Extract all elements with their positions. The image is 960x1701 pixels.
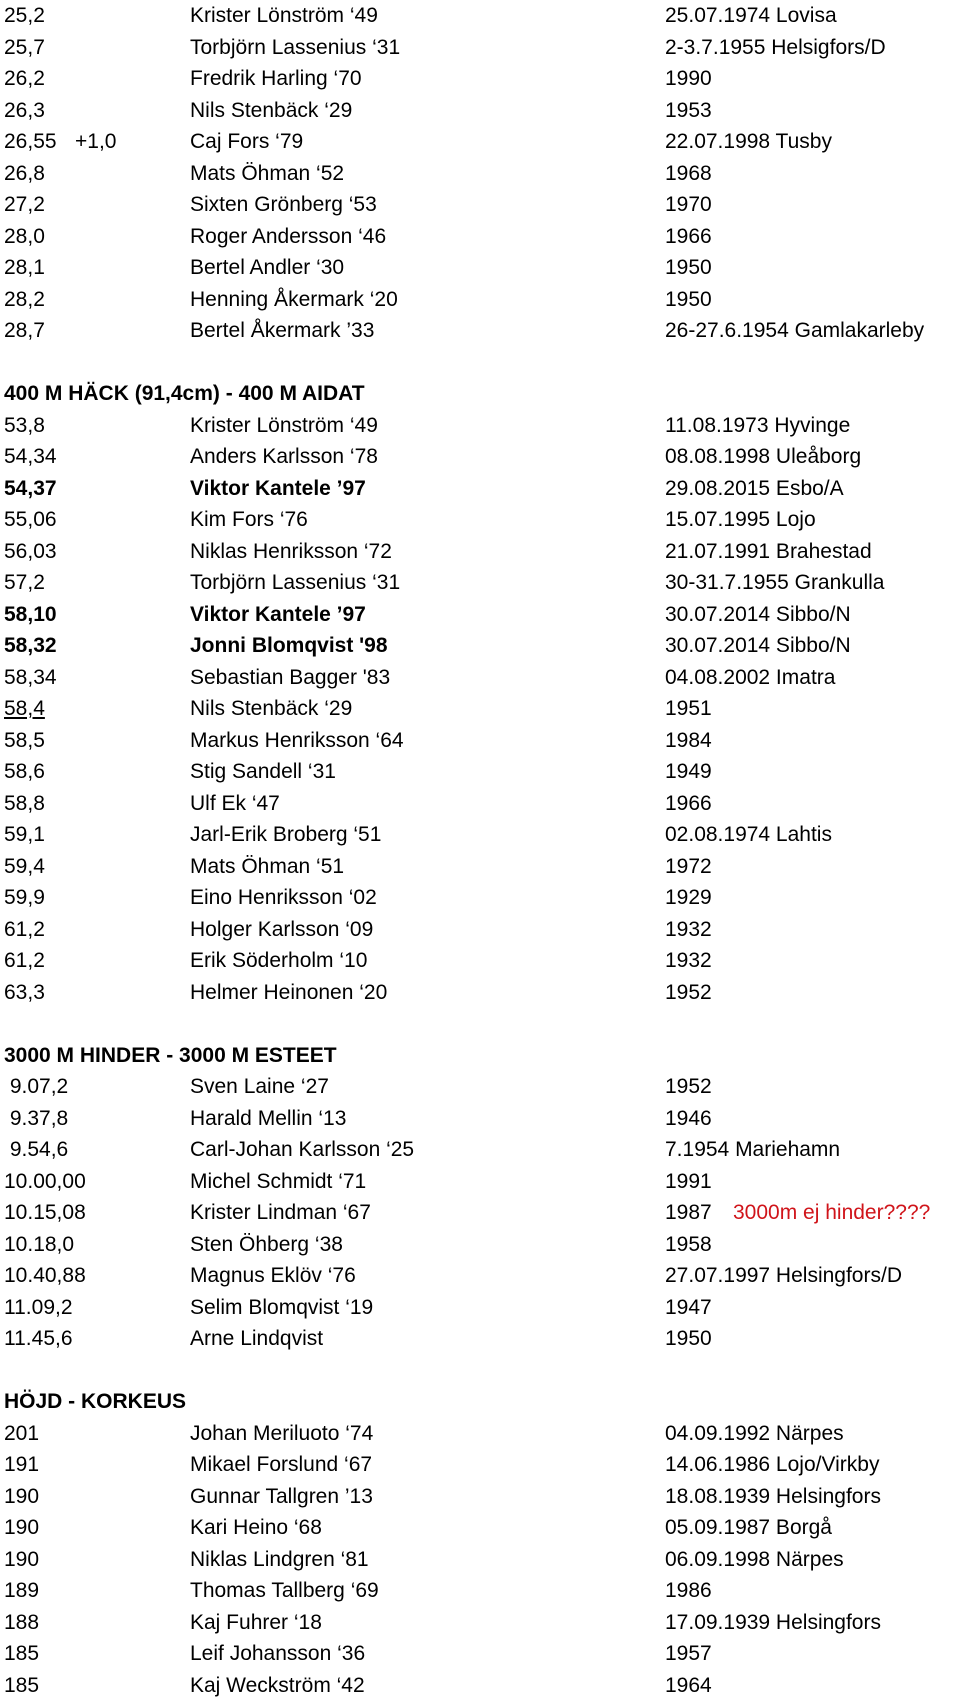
date-place: 1972 <box>665 851 712 883</box>
date-place: 1950 <box>665 284 712 316</box>
date-place: 1932 <box>665 945 712 977</box>
athlete: Niklas Henriksson ‘72 <box>190 536 392 568</box>
athlete: Kaj Fuhrer ‘18 <box>190 1607 322 1639</box>
athlete: Gunnar Tallgren ’13 <box>190 1481 373 1513</box>
date-place: 1991 <box>665 1166 712 1198</box>
date-place: 1947 <box>665 1292 712 1324</box>
result: 188 <box>4 1607 39 1639</box>
record-row <box>0 1197 960 1229</box>
record-row <box>0 126 960 158</box>
record-row <box>0 1449 960 1481</box>
record-row <box>0 63 960 95</box>
result: 10.18,0 <box>4 1229 74 1261</box>
result: 26,8 <box>4 158 45 190</box>
athlete: Holger Karlsson ‘09 <box>190 914 373 946</box>
result: 59,4 <box>4 851 45 883</box>
result: 54,34 <box>4 441 57 473</box>
result: 28,1 <box>4 252 45 284</box>
date-place: 1968 <box>665 158 712 190</box>
athlete: Johan Meriluoto ‘74 <box>190 1418 373 1450</box>
athlete: Kaj Weckström ‘42 <box>190 1670 365 1701</box>
date-place: 21.07.1991 Brahestad <box>665 536 872 568</box>
section-high-jump <box>0 1386 960 1701</box>
date-place: 2-3.7.1955 Helsigfors/D <box>665 32 886 64</box>
result: 58,32 <box>4 630 57 662</box>
result: 58,8 <box>4 788 45 820</box>
record-row <box>0 819 960 851</box>
athlete: Bertel Åkermark ’33 <box>190 315 374 347</box>
record-row <box>0 1292 960 1324</box>
date-place: 1949 <box>665 756 712 788</box>
athlete: Mikael Forslund ‘67 <box>190 1449 372 1481</box>
result: 10.40,88 <box>4 1260 86 1292</box>
section-title: HÖJD - KORKEUS <box>4 1386 186 1418</box>
result: 53,8 <box>4 410 45 442</box>
section-title: 3000 M HINDER - 3000 M ESTEET <box>4 1040 337 1072</box>
athlete: Torbjörn Lassenius ‘31 <box>190 567 400 599</box>
date-place: 30.07.2014 Sibbo/N <box>665 599 851 631</box>
result: 57,2 <box>4 567 45 599</box>
result: 61,2 <box>4 914 45 946</box>
date-place: 1957 <box>665 1638 712 1670</box>
record-row <box>0 410 960 442</box>
athlete: Magnus Eklöv ‘76 <box>190 1260 356 1292</box>
date-place: 26-27.6.1954 Gamlakarleby <box>665 315 924 347</box>
result: 185 <box>4 1670 39 1701</box>
result: 55,06 <box>4 504 57 536</box>
record-row <box>0 0 960 32</box>
result: 58,6 <box>4 756 45 788</box>
record-row-highlighted <box>0 599 960 631</box>
date-place: 11.08.1973 Hyvinge <box>665 410 850 442</box>
result: 59,9 <box>4 882 45 914</box>
athlete: Sten Öhberg ‘38 <box>190 1229 343 1261</box>
record-row <box>0 977 960 1009</box>
date-place: 1952 <box>665 1071 712 1103</box>
athlete: Thomas Tallberg ‘69 <box>190 1575 379 1607</box>
athlete: Carl-Johan Karlsson ‘25 <box>190 1134 414 1166</box>
record-row <box>0 1670 960 1701</box>
section-spacer <box>0 1355 960 1387</box>
section-spacer <box>0 1008 960 1040</box>
record-row <box>0 1512 960 1544</box>
result: 26,2 <box>4 63 45 95</box>
result: 201 <box>4 1418 39 1450</box>
record-row <box>0 693 960 725</box>
date-place: 27.07.1997 Helsingfors/D <box>665 1260 902 1292</box>
section-sprint-continued <box>0 0 960 347</box>
date-place: 30-31.7.1955 Grankulla <box>665 567 885 599</box>
record-row <box>0 945 960 977</box>
record-row <box>0 189 960 221</box>
record-row <box>0 252 960 284</box>
result: 11.09,2 <box>4 1292 73 1324</box>
athlete: Caj Fors ‘79 <box>190 126 303 158</box>
result: 26,55 <box>4 126 57 158</box>
date-place: 1932 <box>665 914 712 946</box>
athlete: Jonni Blomqvist '98 <box>190 630 388 662</box>
record-row <box>0 441 960 473</box>
result: 25,7 <box>4 32 45 64</box>
record-row <box>0 756 960 788</box>
date-place: 06.09.1998 Närpes <box>665 1544 844 1576</box>
record-row <box>0 1071 960 1103</box>
result: 28,0 <box>4 221 45 253</box>
date-place: 1984 <box>665 725 712 757</box>
record-row <box>0 158 960 190</box>
section-heading <box>0 378 960 410</box>
record-row <box>0 914 960 946</box>
result: 190 <box>4 1481 39 1513</box>
result: 27,2 <box>4 189 45 221</box>
result-underlined: 58,4 <box>4 693 45 725</box>
result: 9.37,8 <box>4 1103 68 1135</box>
record-row <box>0 536 960 568</box>
record-row <box>0 1260 960 1292</box>
date-place: 1986 <box>665 1575 712 1607</box>
record-row <box>0 1134 960 1166</box>
result: 58,5 <box>4 725 45 757</box>
date-place: 1964 <box>665 1670 712 1701</box>
record-row <box>0 32 960 64</box>
athlete: Helmer Heinonen ‘20 <box>190 977 387 1009</box>
result: 28,2 <box>4 284 45 316</box>
athlete: Sixten Grönberg ‘53 <box>190 189 377 221</box>
date-place: 1953 <box>665 95 712 127</box>
result: 58,10 <box>4 599 57 631</box>
date-place: 1952 <box>665 977 712 1009</box>
record-row <box>0 1544 960 1576</box>
athlete: Henning Åkermark ‘20 <box>190 284 398 316</box>
section-heading <box>0 1386 960 1418</box>
result: 25,2 <box>4 0 45 32</box>
record-row <box>0 1229 960 1261</box>
result: 191 <box>4 1449 39 1481</box>
athlete: Fredrik Harling ‘70 <box>190 63 362 95</box>
record-row <box>0 851 960 883</box>
section-spacer <box>0 347 960 379</box>
record-row <box>0 221 960 253</box>
athlete: Viktor Kantele ’97 <box>190 473 366 505</box>
result: 189 <box>4 1575 39 1607</box>
athlete: Niklas Lindgren ‘81 <box>190 1544 369 1576</box>
athlete: Selim Blomqvist ‘19 <box>190 1292 373 1324</box>
date-place: 05.09.1987 Borgå <box>665 1512 832 1544</box>
date-place: 15.07.1995 Lojo <box>665 504 816 536</box>
date-place: 08.08.1998 Uleåborg <box>665 441 861 473</box>
date-place: 1970 <box>665 189 712 221</box>
date-place: 30.07.2014 Sibbo/N <box>665 630 851 662</box>
date-place: 04.08.2002 Imatra <box>665 662 835 694</box>
result: 63,3 <box>4 977 45 1009</box>
section-title: 400 M HÄCK (91,4cm) - 400 M AIDAT <box>4 378 365 410</box>
athlete: Roger Andersson ‘46 <box>190 221 386 253</box>
athlete: Arne Lindqvist <box>190 1323 323 1355</box>
athlete: Michel Schmidt ‘71 <box>190 1166 366 1198</box>
result: 61,2 <box>4 945 45 977</box>
result: 11.45,6 <box>4 1323 73 1355</box>
record-row <box>0 882 960 914</box>
date-place: 29.08.2015 Esbo/A <box>665 473 844 505</box>
record-row <box>0 504 960 536</box>
date-place: 1929 <box>665 882 712 914</box>
section-400m-hurdles <box>0 378 960 1008</box>
athlete: Ulf Ek ‘47 <box>190 788 280 820</box>
athlete: Leif Johansson ‘36 <box>190 1638 365 1670</box>
wind: +1,0 <box>75 126 116 158</box>
record-row <box>0 1575 960 1607</box>
date-place: 1987 <box>665 1197 712 1229</box>
record-row <box>0 1418 960 1450</box>
section-3000m-steeplechase <box>0 1040 960 1355</box>
athlete: Mats Öhman ‘52 <box>190 158 344 190</box>
record-row <box>0 315 960 347</box>
section-heading <box>0 1040 960 1072</box>
date-place: 1958 <box>665 1229 712 1261</box>
athlete: Harald Mellin ‘13 <box>190 1103 346 1135</box>
athlete: Jarl-Erik Broberg ‘51 <box>190 819 381 851</box>
result: 190 <box>4 1512 39 1544</box>
record-row <box>0 788 960 820</box>
result: 10.15,08 <box>4 1197 86 1229</box>
result: 9.07,2 <box>4 1071 68 1103</box>
date-place: 1950 <box>665 252 712 284</box>
record-row <box>0 1166 960 1198</box>
date-place: 1946 <box>665 1103 712 1135</box>
record-row <box>0 1481 960 1513</box>
athlete: Erik Söderholm ‘10 <box>190 945 367 977</box>
date-place: 1990 <box>665 63 712 95</box>
athlete: Sebastian Bagger '83 <box>190 662 390 694</box>
record-row-highlighted <box>0 473 960 505</box>
record-row-highlighted <box>0 630 960 662</box>
record-row <box>0 1607 960 1639</box>
date-place: 1966 <box>665 221 712 253</box>
record-row <box>0 1103 960 1135</box>
date-place: 04.09.1992 Närpes <box>665 1418 844 1450</box>
date-place: 1951 <box>665 693 712 725</box>
athlete: Kim Fors ‘76 <box>190 504 308 536</box>
record-row <box>0 725 960 757</box>
athlete: Viktor Kantele ’97 <box>190 599 366 631</box>
athlete: Sven Laine ‘27 <box>190 1071 329 1103</box>
date-place: 1950 <box>665 1323 712 1355</box>
athlete: Krister Lindman ‘67 <box>190 1197 371 1229</box>
record-row <box>0 1638 960 1670</box>
athlete: Markus Henriksson ‘64 <box>190 725 404 757</box>
athlete: Kari Heino ‘68 <box>190 1512 322 1544</box>
record-row <box>0 1323 960 1355</box>
athlete: Krister Lönström ‘49 <box>190 0 378 32</box>
date-place: 14.06.1986 Lojo/Virkby <box>665 1449 879 1481</box>
date-place: 25.07.1974 Lovisa <box>665 0 837 32</box>
result: 58,34 <box>4 662 57 694</box>
record-row <box>0 662 960 694</box>
result: 26,3 <box>4 95 45 127</box>
date-place: 1966 <box>665 788 712 820</box>
athlete: Nils Stenbäck ‘29 <box>190 693 352 725</box>
athlete: Anders Karlsson ‘78 <box>190 441 378 473</box>
athlete: Krister Lönström ‘49 <box>190 410 378 442</box>
result: 9.54,6 <box>4 1134 68 1166</box>
result: 28,7 <box>4 315 45 347</box>
record-row <box>0 95 960 127</box>
athlete: Stig Sandell ‘31 <box>190 756 336 788</box>
date-place: 22.07.1998 Tusby <box>665 126 832 158</box>
date-place: 02.08.1974 Lahtis <box>665 819 832 851</box>
red-annotation: 3000m ej hinder???? <box>733 1197 930 1229</box>
result: 10.00,00 <box>4 1166 86 1198</box>
result: 56,03 <box>4 536 57 568</box>
result: 59,1 <box>4 819 45 851</box>
date-place: 18.08.1939 Helsingfors <box>665 1481 881 1513</box>
date-place: 7.1954 Mariehamn <box>665 1134 840 1166</box>
athlete: Torbjörn Lassenius ‘31 <box>190 32 400 64</box>
athlete: Eino Henriksson ‘02 <box>190 882 377 914</box>
record-row <box>0 567 960 599</box>
result: 190 <box>4 1544 39 1576</box>
athlete: Bertel Andler ‘30 <box>190 252 344 284</box>
record-row <box>0 284 960 316</box>
date-place: 17.09.1939 Helsingfors <box>665 1607 881 1639</box>
result: 54,37 <box>4 473 57 505</box>
result: 185 <box>4 1638 39 1670</box>
athlete: Mats Öhman ‘51 <box>190 851 344 883</box>
athlete: Nils Stenbäck ‘29 <box>190 95 352 127</box>
